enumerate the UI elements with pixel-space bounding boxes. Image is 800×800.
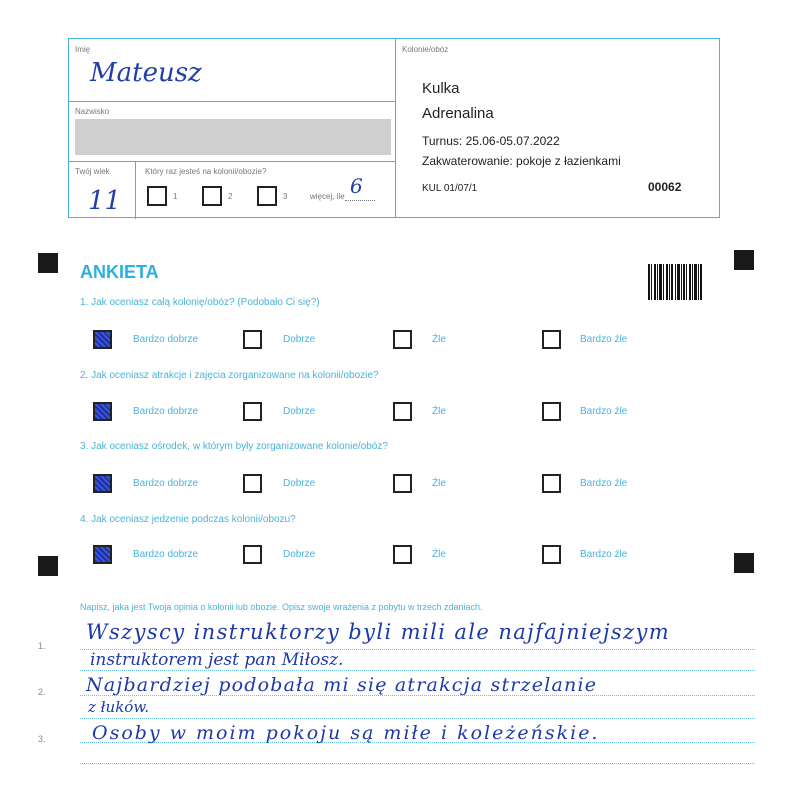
q4-option-bardzo-zle[interactable] bbox=[542, 545, 561, 564]
camp-code: KUL 01/07/1 bbox=[422, 183, 478, 194]
q3-option-zle[interactable] bbox=[393, 474, 412, 493]
question-2: 2. Jak oceniasz atrakcje i zajęcia zorganizowane na kolonii/obozie? bbox=[80, 370, 379, 381]
q3-option-label: Bardzo źle bbox=[580, 478, 628, 489]
registration-mark-top-right bbox=[734, 250, 754, 270]
q1-option-label: Źle bbox=[432, 334, 446, 345]
imie-label: Imię bbox=[75, 45, 91, 54]
twoj-wiek-value[interactable]: 11 bbox=[88, 186, 122, 216]
q4-option-label: Bardzo źle bbox=[580, 549, 628, 560]
answer-line-3[interactable]: Najbardziej podobała mi się atrakcja strzelanie bbox=[86, 674, 598, 696]
zakwaterowanie-text: Zakwaterowanie: pokoje z łazienkami bbox=[422, 154, 621, 168]
q2-option-label: Bardzo dobrze bbox=[133, 406, 199, 417]
nazwisko-label: Nazwisko bbox=[75, 107, 110, 116]
turnus-text: Turnus: 25.06-05.07.2022 bbox=[422, 134, 560, 148]
form-number: 00062 bbox=[648, 180, 682, 194]
q4-option-bardzo-dobrze[interactable] bbox=[93, 545, 112, 564]
q4-option-label: Dobrze bbox=[283, 549, 316, 560]
answer-line-2[interactable]: instruktorem jest pan Miłosz. bbox=[90, 650, 344, 670]
q3-option-bardzo-dobrze[interactable] bbox=[93, 474, 112, 493]
answer-line-5[interactable]: Osoby w moim pokoju są miłe i koleżeńskie. bbox=[92, 722, 600, 744]
question-3: 3. Jak oceniasz ośrodek, w którym były zorganizowane kolonie/obóz? bbox=[80, 441, 388, 452]
q3-option-bardzo-zle[interactable] bbox=[542, 474, 561, 493]
question-4: 4. Jak oceniasz jedzenie podczas kolonii/obozu? bbox=[80, 514, 296, 525]
q2-option-label: Dobrze bbox=[283, 406, 316, 417]
registration-mark-bottom-right bbox=[734, 553, 754, 573]
answer-line bbox=[80, 670, 755, 671]
q1-option-label: Bardzo źle bbox=[580, 334, 628, 345]
q2-option-zle[interactable] bbox=[393, 402, 412, 421]
visit-count-label-2: 2 bbox=[228, 192, 233, 201]
wiecej-value[interactable]: 6 bbox=[350, 174, 363, 198]
q2-option-bardzo-dobrze[interactable] bbox=[93, 402, 112, 421]
registration-mark-bottom-left bbox=[38, 556, 58, 576]
answer-line-4[interactable]: z łuków. bbox=[88, 698, 150, 716]
line-number-3: 3. bbox=[38, 734, 46, 744]
q4-option-zle[interactable] bbox=[393, 545, 412, 564]
q1-option-bardzo-dobrze[interactable] bbox=[93, 330, 112, 349]
visit-count-checkbox-3[interactable] bbox=[257, 186, 277, 206]
answer-line bbox=[80, 718, 755, 719]
q2-option-label: Źle bbox=[432, 406, 446, 417]
barcode-icon bbox=[648, 264, 703, 300]
wiecej-dotline bbox=[345, 200, 375, 201]
q4-option-dobrze[interactable] bbox=[243, 545, 262, 564]
visit-count-label-1: 1 bbox=[173, 192, 178, 201]
imie-value[interactable]: Mateusz bbox=[90, 58, 202, 88]
q2-option-bardzo-zle[interactable] bbox=[542, 402, 561, 421]
q2-option-dobrze[interactable] bbox=[243, 402, 262, 421]
q3-option-label: Źle bbox=[432, 478, 446, 489]
camp-name-line1: Kulka bbox=[422, 80, 460, 97]
q3-option-label: Bardzo dobrze bbox=[133, 478, 199, 489]
q3-option-dobrze[interactable] bbox=[243, 474, 262, 493]
header-divider bbox=[395, 39, 396, 217]
line-number-1: 1. bbox=[38, 641, 46, 651]
kolonie-label: Kolonie/obóz bbox=[402, 45, 449, 54]
nazwisko-redacted bbox=[75, 119, 391, 155]
camp-name-line2: Adrenalina bbox=[422, 105, 494, 122]
q4-option-label: Bardzo dobrze bbox=[133, 549, 199, 560]
header-age-divider bbox=[135, 161, 136, 219]
wiecej-label: więcej, ile bbox=[310, 192, 345, 201]
ktory-raz-label: Który raz jesteś na kolonii/obozie? bbox=[145, 167, 267, 176]
q1-option-label: Dobrze bbox=[283, 334, 316, 345]
q1-option-dobrze[interactable] bbox=[243, 330, 262, 349]
q2-option-label: Bardzo źle bbox=[580, 406, 628, 417]
twoj-wiek-label: Twój wiek bbox=[75, 167, 110, 176]
q1-option-zle[interactable] bbox=[393, 330, 412, 349]
survey-title: ANKIETA bbox=[80, 262, 159, 282]
visit-count-checkbox-1[interactable] bbox=[147, 186, 167, 206]
header-row-line bbox=[69, 101, 395, 102]
line-number-2: 2. bbox=[38, 687, 46, 697]
visit-count-label-3: 3 bbox=[283, 192, 288, 201]
answer-line-1[interactable]: Wszyscy instruktorzy byli mili ale najfajniejszym bbox=[86, 620, 671, 644]
answer-line bbox=[80, 763, 755, 764]
header-row-line bbox=[69, 161, 395, 162]
q1-option-label: Bardzo dobrze bbox=[133, 334, 199, 345]
q1-option-bardzo-zle[interactable] bbox=[542, 330, 561, 349]
q3-option-label: Dobrze bbox=[283, 478, 316, 489]
question-1: 1. Jak oceniasz całą kolonię/obóz? (Podobało Ci się?) bbox=[80, 297, 320, 308]
q4-option-label: Źle bbox=[432, 549, 446, 560]
registration-mark-top-left bbox=[38, 253, 58, 273]
opinion-prompt: Napisz, jaka jest Twoja opinia o kolonii lub obozie. Opisz swoje wrażenia z pobytu w trzech zdaniach. bbox=[80, 602, 483, 612]
visit-count-checkbox-2[interactable] bbox=[202, 186, 222, 206]
